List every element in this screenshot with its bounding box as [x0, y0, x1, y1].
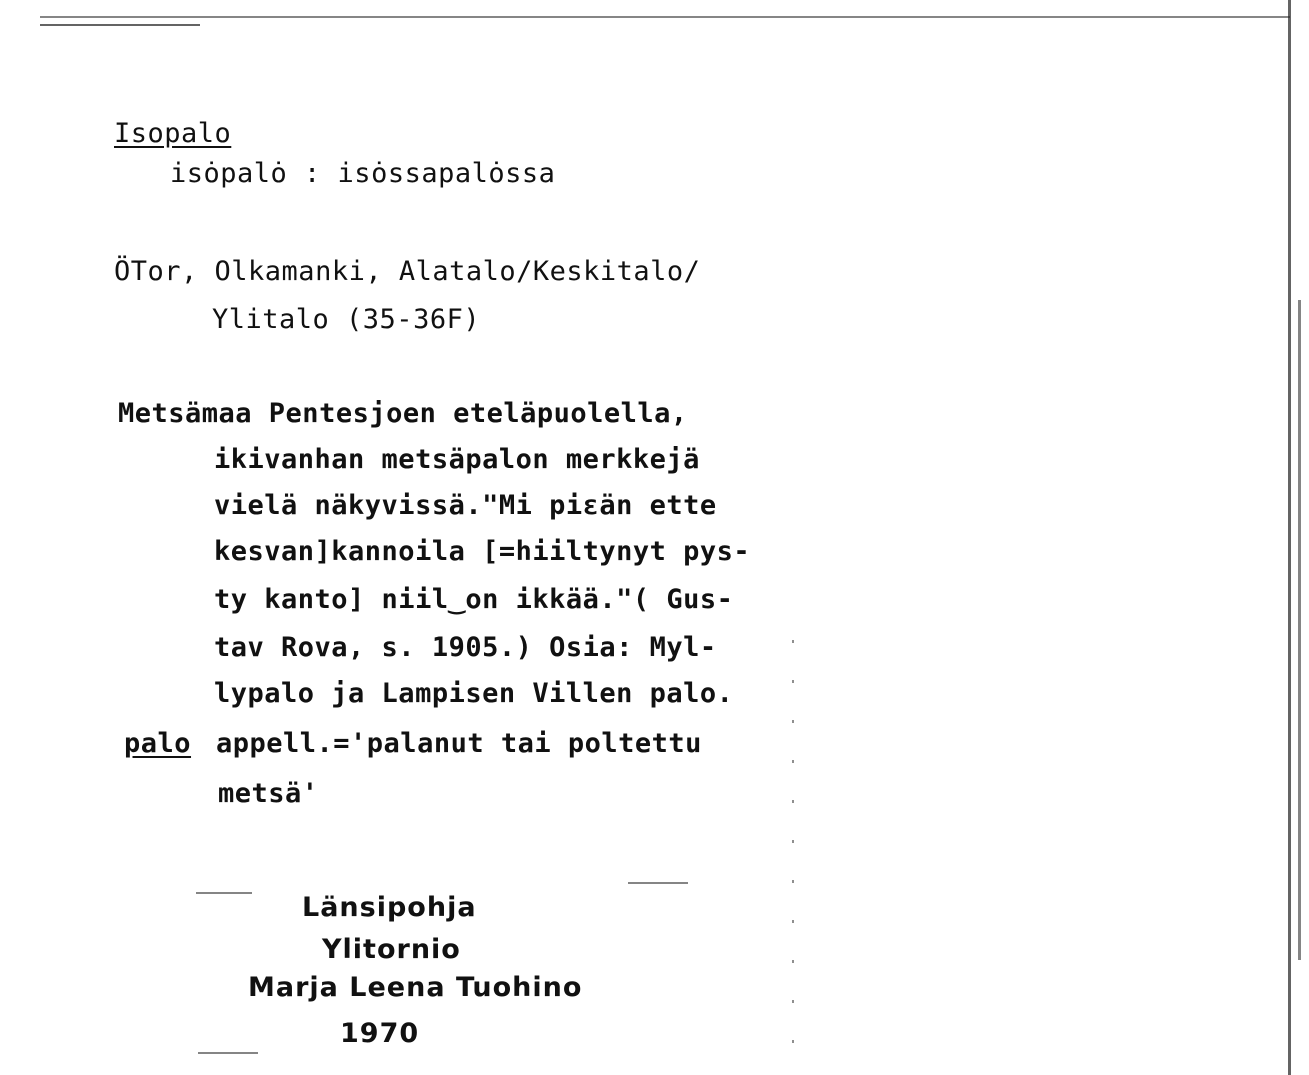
- appellative-term: palo: [124, 728, 192, 759]
- scan-edge-right: [1288, 0, 1291, 1075]
- scan-edge-mark: [40, 24, 200, 26]
- scan-dash: [198, 1052, 258, 1054]
- headword: Isopalo: [114, 118, 232, 149]
- scan-dash: [196, 892, 252, 894]
- scan-dash: [628, 882, 688, 884]
- stamp-collector: Marja Leena Tuohino: [248, 972, 583, 1003]
- description-line-4: kesvan]kannoila [=hiiltynyt pys-: [214, 536, 751, 567]
- scan-dots: [792, 640, 794, 1060]
- description-line-3: vielä näkyvissä."Mi piɛän ette: [214, 490, 717, 521]
- scan-edge-shadow: [1298, 300, 1301, 960]
- description-line-7: lypalo ja Lampisen Villen palo.: [214, 678, 734, 709]
- stamp-parish: Ylitornio: [322, 934, 461, 965]
- inflection: isȯpalȯ : isȯssapalȯssa: [170, 158, 556, 189]
- appellative-line-1: appell.='palanut tai poltettu: [216, 728, 702, 759]
- description-line-5: ty kanto] niil‿on ikkää."( Gus-: [214, 584, 734, 615]
- location-line-2: Ylitalo (35-36F): [212, 304, 481, 335]
- scan-edge-top: [40, 16, 1290, 18]
- description-line-2: ikivanhan metsäpalon merkkejä: [214, 444, 700, 475]
- description-line-1: Metsämaa Pentesjoen eteläpuolella,: [118, 398, 688, 429]
- location-line-1: ÖTor, Olkamanki, Alatalo/Keskitalo/: [114, 256, 701, 287]
- stamp-year: 1970: [340, 1018, 420, 1049]
- appellative-line-2: metsä': [218, 778, 319, 809]
- stamp-region: Länsipohja: [302, 892, 477, 923]
- description-line-6: tav Rova, s. 1905.) Osia: Myl-: [214, 632, 717, 663]
